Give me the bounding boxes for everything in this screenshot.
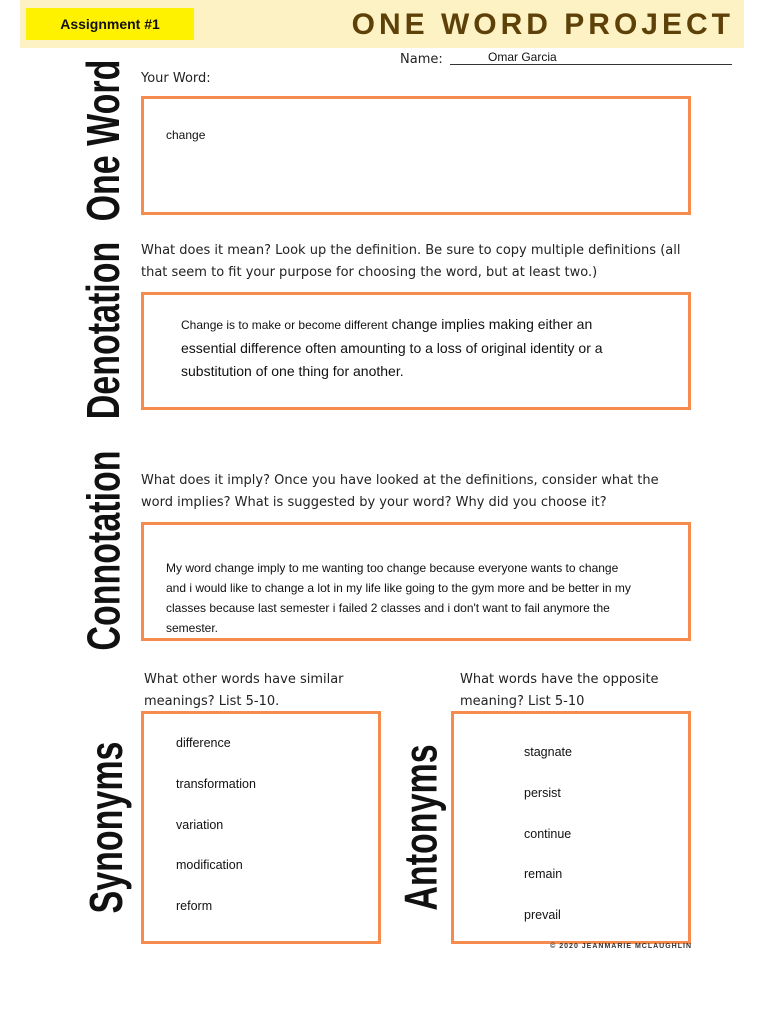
copyright-notice: © 2020 JEANMARIE MCLAUGHLIN bbox=[550, 943, 692, 950]
side-label-connotation: Connotation bbox=[78, 449, 130, 651]
antonyms-box[interactable] bbox=[451, 711, 691, 944]
connotation-answer-line-2: and i would like to change a lot in my life like going to the gym more and be better in my bbox=[166, 581, 631, 595]
antonym-item: prevail bbox=[524, 908, 561, 922]
synonyms-prompt bbox=[144, 669, 344, 713]
side-label-synonyms: Synonyms bbox=[81, 741, 133, 914]
antonyms-prompt bbox=[460, 669, 659, 713]
synonyms-prompt-line-2: meanings? List 5-10. bbox=[144, 694, 280, 709]
name-field[interactable]: Omar Garcia bbox=[488, 50, 557, 64]
synonyms-prompt-line-1: What other words have similar bbox=[144, 672, 344, 687]
synonym-item: reform bbox=[176, 899, 213, 913]
assignment-label: Assignment #1 bbox=[26, 8, 194, 40]
side-label-antonyms: Antonyms bbox=[396, 744, 448, 911]
connotation-answer-line-4: semester. bbox=[166, 621, 219, 635]
side-label-one-word: One Word bbox=[78, 59, 130, 221]
connotation-answer-line-1: My word change imply to me wanting too change because everyone wants to change bbox=[166, 561, 619, 575]
name-label: Name: bbox=[400, 52, 443, 67]
page-title: ONE WORD PROJECT bbox=[351, 8, 734, 41]
denotation-answer-line-2: essential difference often amounting to a loss of original identity or a bbox=[181, 340, 603, 356]
synonym-item: variation bbox=[176, 818, 224, 832]
connotation-prompt-line-2: word implies? What is suggested by your word? Why did you choose it? bbox=[141, 495, 607, 510]
denotation-prompt-line-1: What does it mean? Look up the definition. Be sure to copy multiple definitions (all bbox=[141, 243, 681, 258]
antonym-item: persist bbox=[524, 786, 561, 800]
one-word-prompt: Your Word: bbox=[141, 71, 211, 86]
connotation-answer bbox=[166, 558, 686, 638]
connotation-box[interactable] bbox=[141, 522, 691, 641]
antonyms-prompt-line-2: meaning? List 5-10 bbox=[460, 694, 585, 709]
antonyms-prompt-line-1: What words have the opposite bbox=[460, 672, 659, 687]
connotation-prompt-line-1: What does it imply? Once you have looked at the definitions, consider what the bbox=[141, 473, 659, 488]
denotation-answer-line-3: substitution of one thing for another. bbox=[181, 363, 404, 379]
connotation-answer-line-3: classes because last semester i failed 2 classes and i don't want to fail anymore the bbox=[166, 601, 610, 615]
denotation-answer-line-1: change implies making either an bbox=[391, 316, 593, 332]
denotation-prompt bbox=[141, 240, 680, 284]
connotation-prompt bbox=[141, 470, 659, 514]
antonym-item: remain bbox=[524, 867, 563, 881]
denotation-box[interactable] bbox=[141, 292, 691, 410]
one-word-answer: change bbox=[166, 128, 206, 142]
one-word-box[interactable] bbox=[141, 96, 691, 215]
denotation-answer bbox=[181, 313, 686, 383]
antonym-item: stagnate bbox=[524, 745, 572, 759]
denotation-prompt-line-2: that seem to fit your purpose for choosing the word, but at least two.) bbox=[141, 265, 598, 280]
synonym-item: transformation bbox=[176, 777, 256, 791]
synonym-item: difference bbox=[176, 736, 231, 750]
synonyms-box[interactable] bbox=[141, 711, 381, 944]
antonym-item: continue bbox=[524, 827, 572, 841]
side-label-denotation: Denotation bbox=[78, 241, 130, 419]
name-underline bbox=[450, 64, 732, 65]
synonym-item: modification bbox=[176, 858, 243, 872]
denotation-answer-short: Change is to make or become different bbox=[181, 318, 388, 332]
